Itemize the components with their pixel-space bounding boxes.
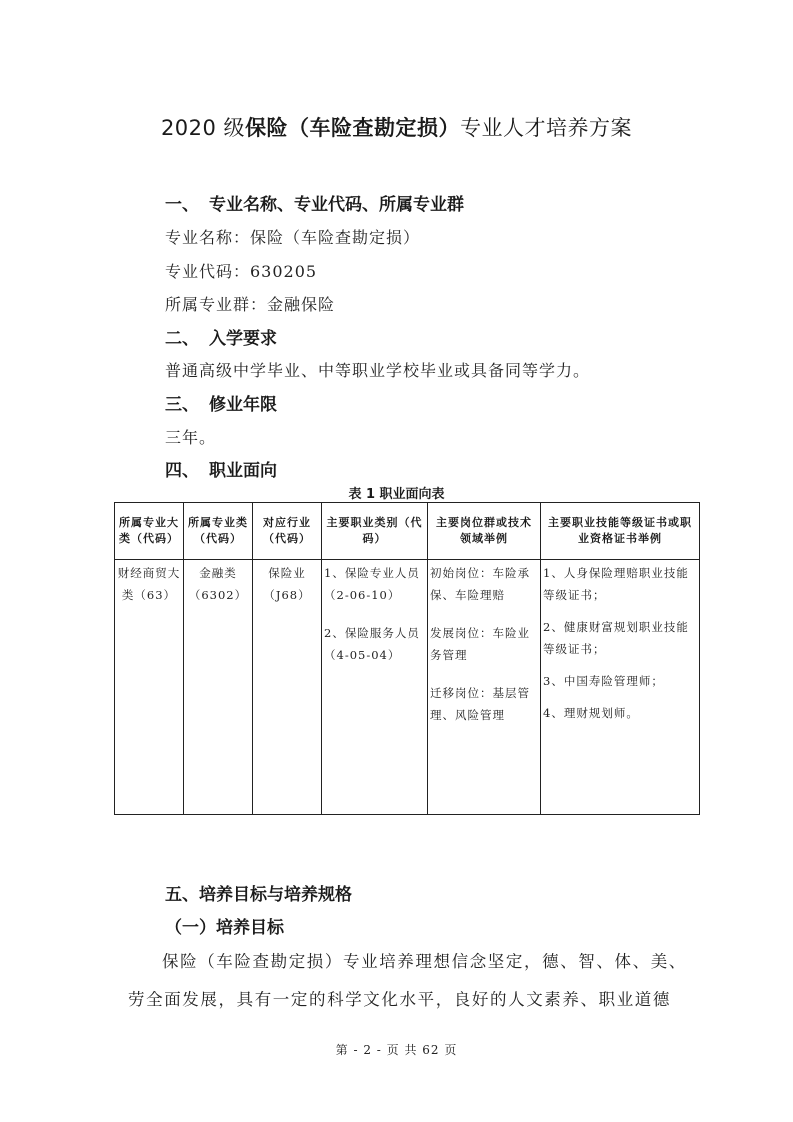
section-title: 入学要求 [209, 329, 277, 349]
section-title: 职业面向 [209, 461, 277, 481]
title-major: 保险（车险查勘定损） [245, 116, 461, 140]
position-item: 迁移岗位：基层管理、风险管理 [430, 686, 530, 722]
cell-subcategory: 金融类（6302） [184, 560, 253, 815]
cell-industry: 保险业（J68） [253, 560, 322, 815]
header-category: 所属专业大类（代码） [115, 503, 184, 560]
paragraph-line: 劳全面发展，具有一定的科学文化水平，良好的人文素养、职业道德 [128, 990, 671, 1009]
header-industry: 对应行业（代码） [253, 503, 322, 560]
section-number: 二、 [165, 329, 199, 349]
position-item: 发展岗位：车险业务管理 [430, 626, 530, 662]
header-occupation: 主要职业类别（代码） [322, 503, 428, 560]
table-header-row [115, 503, 700, 560]
study-length-text: 三年。 [165, 428, 217, 447]
major-group-line: 所属专业群：金融保险 [165, 295, 336, 314]
table-row [115, 560, 700, 815]
cell-occupations [322, 560, 428, 815]
admission-text: 普通高级中学毕业、中等职业学校毕业或具备同等学力。 [165, 361, 591, 380]
section-1-heading [165, 190, 464, 215]
major-code-line: 专业代码：630205 [165, 262, 318, 281]
header-positions: 主要岗位群或技术领域举例 [428, 503, 541, 560]
paragraph-line: 保险（车险查勘定损）专业培养理想信念坚定，德、智、体、美、 [162, 952, 687, 971]
header-subcategory: 所属专业类（代码） [184, 503, 253, 560]
section-4-heading [165, 456, 277, 481]
certificate-item: 2、健康财富规划职业技能等级证书； [543, 620, 689, 656]
header-certificates: 主要职业技能等级证书或职业资格证书举例 [541, 503, 700, 560]
table-caption: 表 1 职业面向表 [348, 487, 445, 502]
cell-category: 财经商贸大类（63） [115, 560, 184, 815]
career-orientation-table [114, 502, 700, 815]
section-5-heading: 五、培养目标与培养规格 [165, 885, 352, 905]
section-number: 四、 [165, 461, 199, 481]
section-title: 修业年限 [209, 395, 277, 415]
certificate-item: 4、理财规划师。 [543, 706, 639, 720]
position-item: 初始岗位：车险承保、车险理赔 [430, 566, 530, 602]
occupation-item: 1、保险专业人员（2-06-10） [324, 566, 420, 602]
title-suffix: 专业人才培养方案 [460, 116, 633, 140]
section-3-heading [165, 390, 277, 415]
cell-certificates [541, 560, 700, 815]
title-year: 2020 级 [160, 116, 246, 140]
section-number: 三、 [165, 395, 199, 415]
cell-positions [428, 560, 541, 815]
subsection-heading: （一）培养目标 [165, 918, 284, 938]
occupation-item: 2、保险服务人员（4-05-04） [324, 626, 420, 662]
section-number: 一、 [165, 195, 199, 215]
certificate-item: 3、中国寿险管理师； [543, 674, 664, 688]
certificate-item: 1、人身保险理赔职业技能等级证书； [543, 566, 689, 602]
section-title: 专业名称、专业代码、所属专业群 [209, 195, 464, 215]
section-2-heading [165, 324, 277, 349]
page-title [0, 112, 793, 142]
major-name-line: 专业名称：保险（车险查勘定损） [165, 228, 421, 247]
page-footer: 第 - 2 - 页 共 62 页 [335, 1043, 458, 1057]
